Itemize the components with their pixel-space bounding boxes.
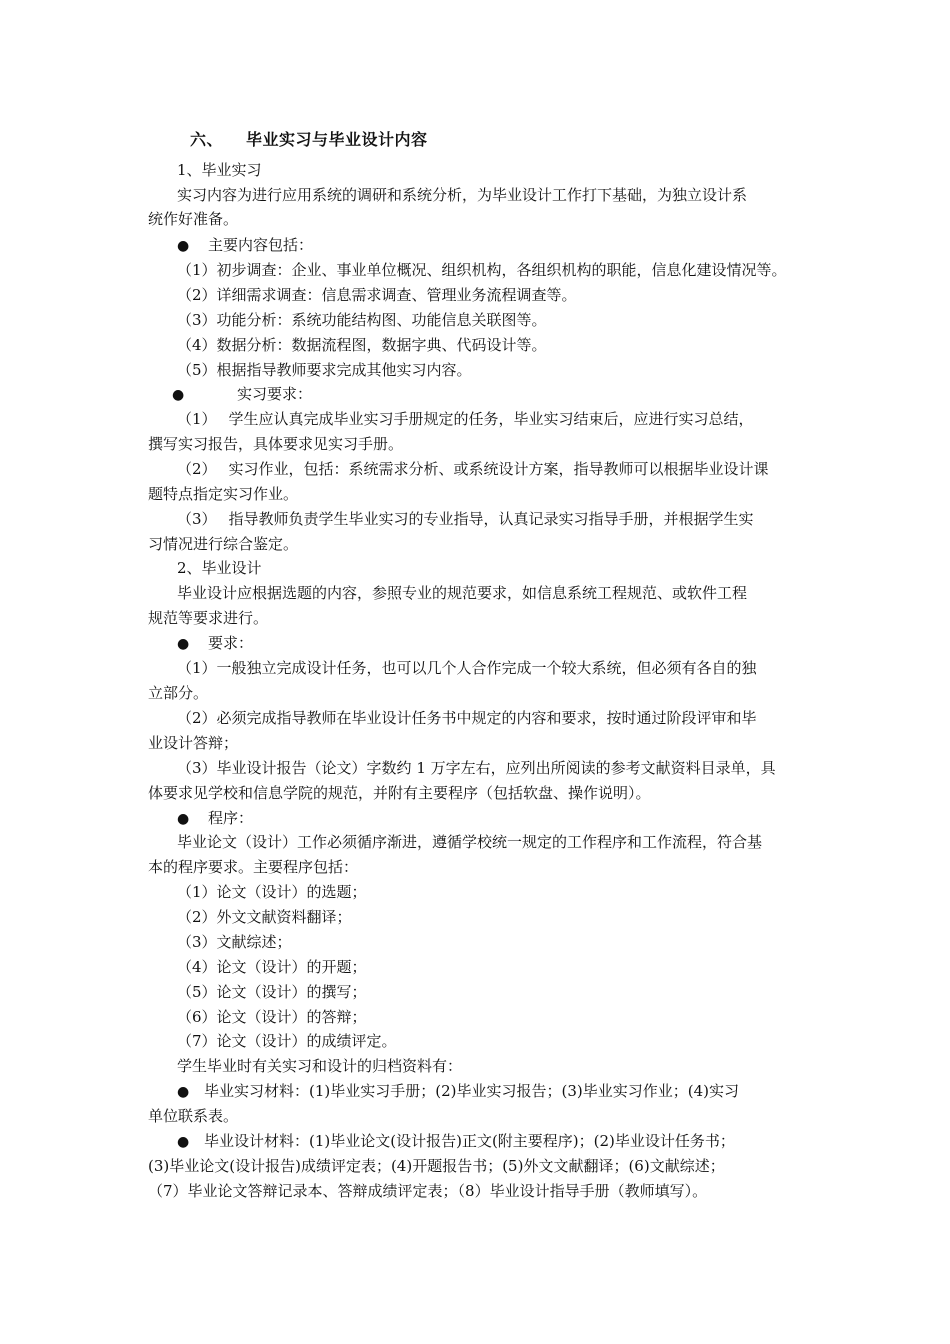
archive-item-2-line1 (177, 1131, 735, 1152)
contents-label: 主要内容包括： (208, 236, 314, 254)
internship-intro-line2: 统作好准备。 (148, 210, 239, 228)
procedure-intro-line2: 本的程序要求。主要程序包括： (148, 858, 359, 876)
requirement-number: （3） (177, 510, 217, 528)
content-item-5: （5）根据指导教师要求完成其他实习内容。 (177, 361, 472, 379)
procedure-item-4: （4）论文（设计）的开题； (177, 958, 367, 976)
contents-bullet-item (177, 235, 313, 256)
design-req-3-line1: （3）毕业设计报告（论文）字数约 1 万字左右，应列出所阅读的参考文献资料目录单，具 (177, 759, 776, 777)
design-intro-line2: 规范等要求进行。 (148, 609, 269, 627)
content-item-4: （4）数据分析：数据流程图，数据字典、代码设计等。 (177, 336, 547, 354)
internship-heading: 1、毕业实习 (177, 161, 262, 179)
requirements-bullet-item (172, 384, 312, 405)
bullet-icon: ● (172, 387, 185, 403)
procedure-item-7: （7）论文（设计）的成绩评定。 (177, 1032, 397, 1050)
requirement-text: 学生应认真完成毕业实习手册规定的任务，毕业实习结束后，应进行实习总结， (228, 410, 754, 428)
requirement-1-line2: 撰写实习报告，具体要求见实习手册。 (148, 435, 404, 453)
requirement-number: （2） (177, 460, 217, 478)
bullet-icon: ● (177, 1134, 190, 1150)
archive-item-1-text: 毕业实习材料：(1)毕业实习手册；(2)毕业实习报告；(3)毕业实习作业；(4)实习 (204, 1082, 739, 1100)
design-requirements-label: 要求： (208, 634, 254, 652)
procedure-item-1: （1）论文（设计）的选题； (177, 883, 367, 901)
requirement-2-line2: 题特点指定实习作业。 (148, 485, 299, 503)
requirement-1-line1 (177, 409, 754, 429)
requirement-2-line1 (177, 459, 769, 479)
requirement-text: 实习作业，包括：系统需求分析、或系统设计方案，指导教师可以根据毕业设计课 (228, 460, 769, 478)
internship-intro-line1: 实习内容为进行应用系统的调研和系统分析，为毕业设计工作打下基础，为独立设计系 (177, 186, 748, 204)
content-item-2: （2）详细需求调查：信息需求调查、管理业务流程调查等。 (177, 286, 577, 304)
design-heading: 2、毕业设计 (177, 559, 262, 577)
procedure-item-5: （5）论文（设计）的撰写； (177, 983, 367, 1001)
requirement-text: 指导教师负责学生毕业实习的专业指导，认真记录实习指导手册，并根据学生实 (228, 510, 754, 528)
bullet-icon: ● (177, 238, 190, 254)
procedure-label: 程序： (208, 809, 254, 827)
procedure-item-2: （2）外文文献资料翻译； (177, 908, 352, 926)
design-intro-line1: 毕业设计应根据选题的内容，参照专业的规范要求，如信息系统工程规范、或软件工程 (177, 584, 748, 602)
archive-item-2-text: 毕业设计材料：(1)毕业论文(设计报告)正文(附主要程序)；(2)毕业设计任务书； (204, 1132, 735, 1150)
procedure-intro-line1: 毕业论文（设计）工作必须循序渐进，遵循学校统一规定的工作程序和工作流程，符合基 (177, 833, 763, 851)
archive-item-2-line3: （7）毕业论文答辩记录本、答辩成绩评定表；（8）毕业设计指导手册（教师填写）。 (148, 1182, 708, 1200)
design-requirements-bullet-item (177, 633, 253, 654)
design-req-1-line1: （1）一般独立完成设计任务，也可以几个人合作完成一个较大系统，但必须有各自的独 (177, 659, 757, 677)
design-req-2-line2: 业设计答辩； (148, 734, 239, 752)
requirement-number: （1） (177, 410, 217, 428)
requirement-3-line1 (177, 509, 754, 529)
procedure-bullet-item (177, 808, 253, 829)
design-req-2-line1: （2）必须完成指导教师在毕业设计任务书中规定的内容和要求，按时通过阶段评审和毕 (177, 709, 757, 727)
archive-item-2-line2: (3)毕业论文(设计报告)成绩评定表；(4)开题报告书；(5)外文文献翻译；(6)文献综述； (148, 1157, 725, 1175)
section-title: 毕业实习与毕业设计内容 (246, 130, 428, 149)
section-number: 六、 (190, 130, 224, 149)
design-req-1-line2: 立部分。 (148, 684, 209, 702)
requirements-label: 实习要求： (237, 385, 313, 403)
content-item-1: （1）初步调查：企业、事业单位概况、组织机构，各组织机构的职能，信息化建设情况等。 (177, 261, 787, 279)
archive-item-1-line2: 单位联系表。 (148, 1107, 239, 1125)
content-item-3: （3）功能分析：系统功能结构图、功能信息关联图等。 (177, 311, 547, 329)
requirement-3-line2: 习情况进行综合鉴定。 (148, 535, 299, 553)
design-req-3-line2: 体要求见学校和信息学院的规范，并附有主要程序（包括软盘、操作说明）。 (148, 784, 651, 802)
bullet-icon: ● (177, 1084, 190, 1100)
procedure-item-6: （6）论文（设计）的答辩； (177, 1008, 367, 1026)
bullet-icon: ● (177, 636, 190, 652)
archive-intro: 学生毕业时有关实习和设计的归档资料有： (177, 1057, 463, 1075)
section-heading (190, 127, 428, 150)
archive-item-1-line1 (177, 1081, 739, 1102)
bullet-icon: ● (177, 811, 190, 827)
procedure-item-3: （3）文献综述； (177, 933, 292, 951)
